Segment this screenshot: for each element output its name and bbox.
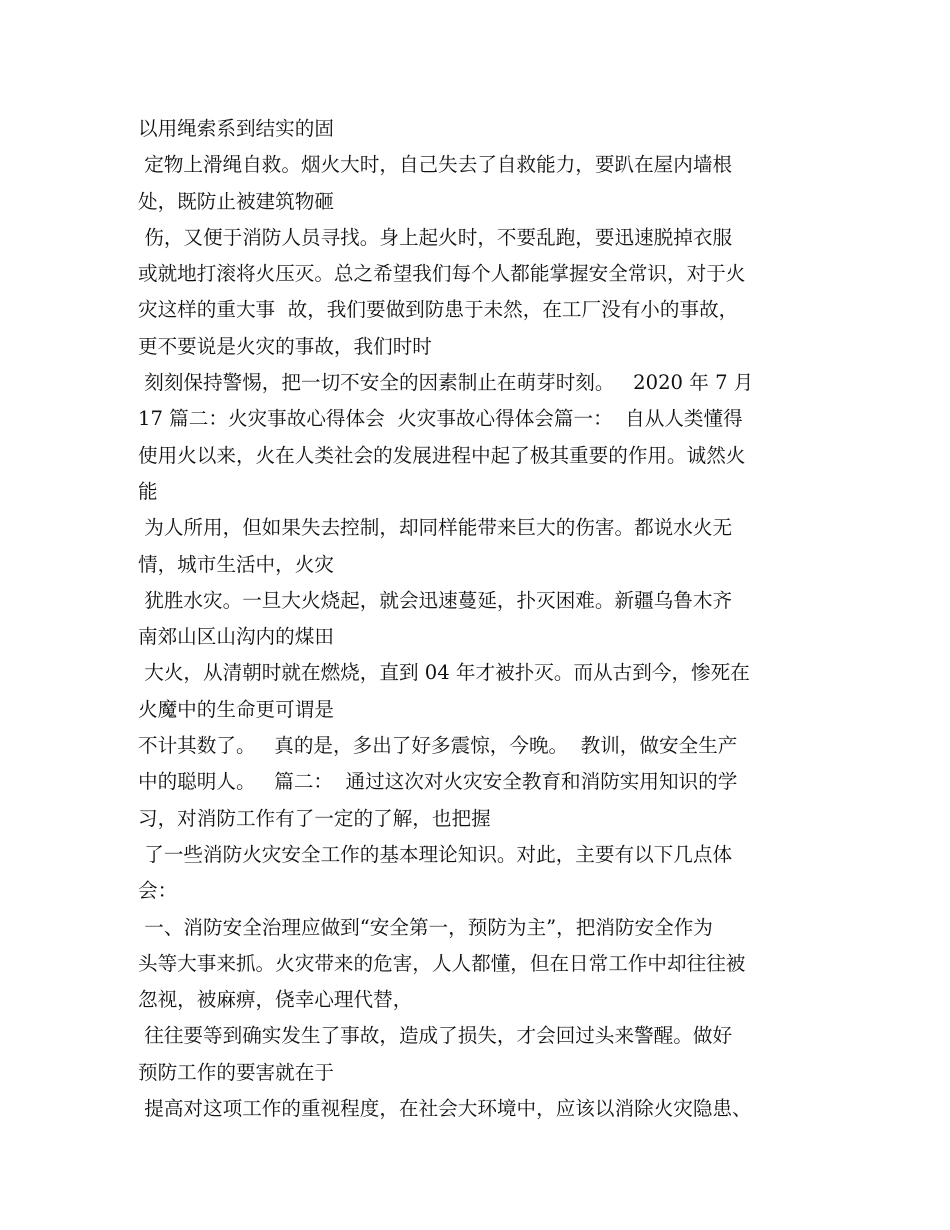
text-line: 预防工作的要害就在于 — [138, 1060, 334, 1084]
text-line: 处，既防止被建筑物砸 — [138, 189, 334, 213]
text-line: 或就地打滚将火压灭。总之希望我们每个人都能掌握安全常识，对于火 — [138, 262, 746, 286]
text-line: 灾这样的重大事 故，我们要做到防患于未然，在工厂没有小的事故， — [138, 298, 739, 322]
text-line: 中的聪明人。 篇二： 通过这次对火灾安全教育和消防实用知识的学 — [138, 770, 738, 794]
text-line: 一、消防安全治理应做到“安全第一，预防为主”，把消防安全作为 — [138, 915, 713, 939]
text-line: 不计其数了。 真的是，多出了好多震惊，今晚。 教训，做安全生产 — [138, 734, 738, 758]
text-line: 了一些消防火灾安全工作的基本理论知识。对此，主要有以下几点体 — [138, 842, 733, 866]
text-line: 情，城市生活中，火灾 — [138, 552, 334, 576]
text-line: 刻刻保持警惕，把一切不安全的因素制止在萌芽时刻。 2020 年 7 月 — [138, 371, 754, 395]
text-line: 往往要等到确实发生了事故，造成了损失，才会回过头来警醒。做好 — [138, 1024, 733, 1048]
text-line: 犹胜水灾。一旦大火烧起，就会迅速蔓延，扑灭困难。新疆乌鲁木齐 — [138, 588, 733, 612]
text-line: 提高对这项工作的重视程度，在社会大环境中，应该以消除火灾隐患、 — [138, 1097, 752, 1121]
text-line: 忽视，被麻痹，侥幸心理代替， — [138, 988, 413, 1012]
text-line: 更不要说是火灾的事故，我们时时 — [138, 334, 432, 358]
text-line: 头等大事来抓。火灾带来的危害，人人都懂，但在日常工作中却往往被 — [138, 951, 746, 975]
document-body — [138, 111, 838, 1127]
text-line: 能 — [138, 479, 158, 503]
text-line: 大火，从清朝时就在燃烧，直到 04 年才被扑灭。而从古到今，惨死在 — [138, 661, 750, 685]
text-line: 定物上滑绳自救。烟火大时，自己失去了自救能力，要趴在屋内墙根 — [138, 153, 733, 177]
text-line: 为人所用，但如果失去控制，却同样能带来巨大的伤害。都说水火无 — [138, 516, 733, 540]
text-line: 习，对消防工作有了一定的了解，也把握 — [138, 806, 491, 830]
text-line: 17 篇二：火灾事故心得体会 火灾事故心得体会篇一： 自从人类懂得 — [138, 407, 743, 431]
text-line: 伤，又便于消防人员寻找。身上起火时，不要乱跑，要迅速脱掉衣服 — [138, 225, 733, 249]
text-line: 以用绳索系到结实的固 — [138, 117, 334, 140]
text-line: 使用火以来，火在人类社会的发展进程中起了极其重要的作用。诚然火 — [138, 443, 746, 467]
text-line: 会： — [138, 879, 178, 903]
text-line: 火魔中的生命更可谓是 — [138, 697, 334, 721]
text-line: 南郊山区山沟内的煤田 — [138, 625, 334, 649]
